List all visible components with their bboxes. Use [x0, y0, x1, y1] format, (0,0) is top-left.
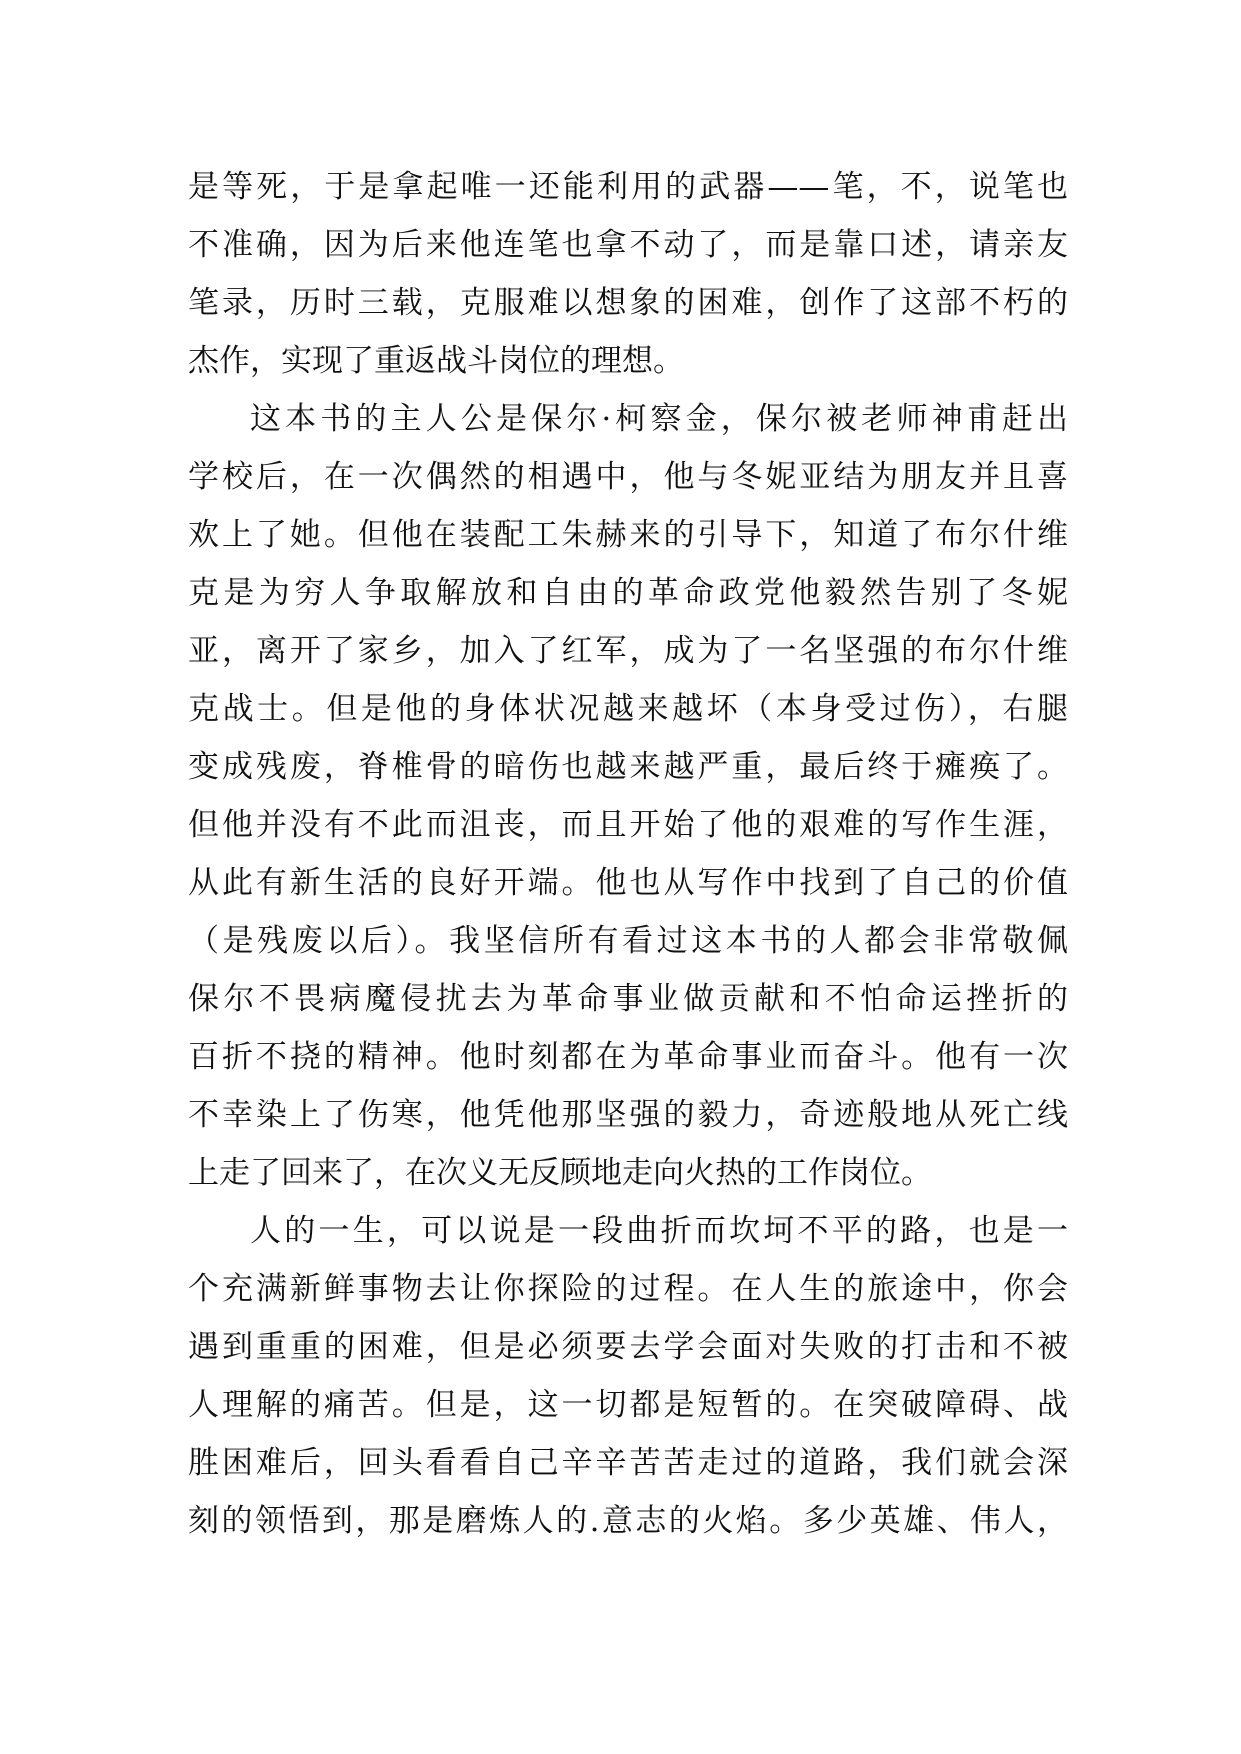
text-line: 是等死，于是拿起唯一还能利用的武器——笔，不，说笔也 — [188, 169, 1068, 205]
text-line: 人的一生，可以说是一段曲折而坎坷不平的路，也是一 — [250, 1213, 1068, 1249]
text-line: 人理解的痛苦。但是，这一切都是短暂的。在突破障碍、战 — [188, 1387, 1068, 1423]
text-line: 变成残废，脊椎骨的暗伤也越来越严重，最后终于瘫痪了。 — [188, 749, 1068, 785]
text-line: 克是为穷人争取解放和自由的革命政党他毅然告别了冬妮 — [188, 575, 1068, 611]
text-line: 亚，离开了家乡，加入了红军，成为了一名坚强的布尔什维 — [188, 633, 1068, 669]
text-line: 遇到重重的困难，但是必须要去学会面对失败的打击和不被 — [188, 1329, 1068, 1365]
text-line: 个充满新鲜事物去让你探险的过程。在人生的旅途中，你会 — [188, 1271, 1068, 1307]
text-line: 这本书的主人公是保尔·柯察金，保尔被老师神甫赶出 — [250, 401, 1068, 437]
text-line: 杰作，实现了重返战斗岗位的理想。 — [188, 343, 684, 379]
text-line: 胜困难后，回头看看自己辛辛苦苦走过的道路，我们就会深 — [188, 1445, 1068, 1481]
text-line: 不准确，因为后来他连笔也拿不动了，而是靠口述，请亲友 — [188, 227, 1068, 263]
text-line: 保尔不畏病魔侵扰去为革命事业做贡献和不怕命运挫折的 — [188, 981, 1068, 1017]
text-line: 学校后，在一次偶然的相遇中，他与冬妮亚结为朋友并且喜 — [188, 459, 1068, 495]
text-line: 百折不挠的精神。他时刻都在为革命事业而奋斗。他有一次 — [188, 1039, 1068, 1075]
text-line: 不幸染上了伤寒，他凭他那坚强的毅力，奇迹般地从死亡线 — [188, 1097, 1068, 1133]
text-line: 但他并没有不此而沮丧，而且开始了他的艰难的写作生涯， — [188, 807, 1068, 843]
text-line: （是残废以后）。我坚信所有看过这本书的人都会非常敬佩 — [188, 923, 1068, 959]
document-body — [188, 158, 1068, 1550]
paragraph — [188, 390, 1068, 1202]
text-line: 克战士。但是他的身体状况越来越坏（本身受过伤），右腿 — [188, 691, 1068, 727]
text-line: 从此有新生活的良好开端。他也从写作中找到了自己的价值 — [188, 865, 1068, 901]
paragraph — [188, 1202, 1068, 1550]
text-line: 刻的领悟到，那是磨炼人的.意志的火焰。多少英雄、伟人， — [188, 1503, 1068, 1539]
text-line: 上走了回来了，在次义无反顾地走向火热的工作岗位。 — [188, 1155, 932, 1191]
text-line: 欢上了她。但他在装配工朱赫来的引导下，知道了布尔什维 — [188, 517, 1068, 553]
text-line: 笔录，历时三载，克服难以想象的困难，创作了这部不朽的 — [188, 285, 1068, 321]
paragraph — [188, 158, 1068, 390]
